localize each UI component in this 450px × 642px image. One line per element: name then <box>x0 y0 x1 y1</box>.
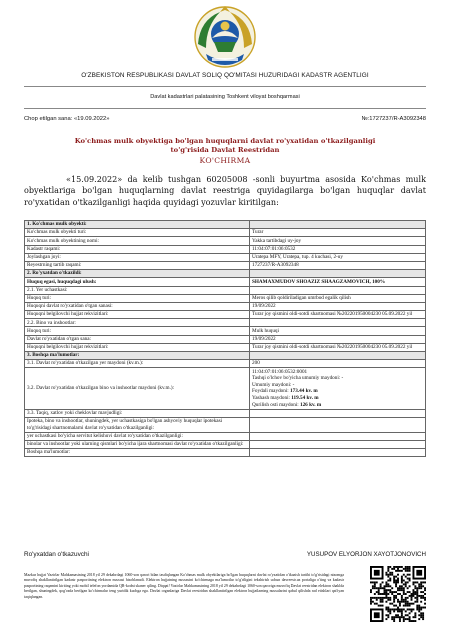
area-line-text: Tashqi o'lchov bo'yicha umumiy maydoni: - <box>252 375 344 382</box>
row-label: Huquqni belgilovchi hujjat rekvizitlari: <box>25 311 250 319</box>
row-label: Huquqni davlat ro'yxatidan o'tgan sanasi: <box>25 302 250 310</box>
area-line-text: 11:04:07:01:06:0532:0001 <box>252 368 308 375</box>
row-label: Ipoteka, bino va inshootlar, shuningdek, yer uchastkasiga bo'lgan ashyoviy huquqlar ipotekasi to'g'risidagi shartnomalarni davlat ro'yxatidan o'tkazilganligi: <box>25 417 250 432</box>
area-line-value: 126 kv. m <box>299 401 322 408</box>
document-subtitle: KO'CHIRMA <box>199 156 251 165</box>
area-line-text: Qurilish osti maydoni: <box>252 401 300 408</box>
row-value: Turar joy qismini oldi-sotdi shartnomasi №202201950004230 05.09.2022 yil <box>250 311 426 319</box>
row-value: 19/09/2022 <box>250 302 426 310</box>
row-value: Turar <box>250 229 426 237</box>
agency-name: O'ZBEKISTON RESPUBLIKASI DAVLAT SOLIQ QO'MITASI HUZURIDAGI KADASTR AGENTLIGI <box>81 72 369 79</box>
row-value <box>250 417 426 432</box>
area-line-text: Umumiy maydoni: - <box>252 381 295 388</box>
section-row <box>25 270 426 278</box>
state-emblem-icon <box>190 4 260 70</box>
row-value: Turar joy qismini oldi-sotdi shartnomasi №202201950004230 05.09.2022 yil <box>250 343 426 351</box>
row-value: 1727237/R-A3092348 <box>250 261 426 269</box>
table-row <box>25 229 426 237</box>
area-line <box>252 388 423 395</box>
row-label: Huquq turi: <box>25 327 250 335</box>
row-value <box>250 368 426 409</box>
area-line-text: Yashash maydoni: <box>252 395 292 402</box>
legal-footnote: Mazkur hujjat Vazirlar Mahkamasining 2018 yil 29 dekabrdagi 1060-son qarori bilan tasdiqlangan Ko'chmas mulk obyektlariga bo'lgan huquqlarni davlat ro'yxatidan o'tkazish tartibi to'g'risidagi nizomga muvofiq shakllantirilgan kadastr pasportining elektron nusxasi hisoblanadi. Elektron hujjatning nusxasini ko'chirmaga ma'lumotlar to'g'riligini tekshirish uchun davreestr.uz portaliga o'ting va kadastr pasportining raqamini kiriting yoki mobil telefon yordamida QR-kodni skaner qiling. Diqqat! Vazirlar Mahkamasining 2018 yil 29 dekabrdagi 1060-son qaroriga muvofiq Davlat reestridan elektron shaklda berilgan, shuningdek, qog'ozda berilgan ko'chirmalar teng yuridik kuchga ega. Davlat organlariga Davlat reestridan shakllantirilgan elektron hujjatlarning nusxalarini qabul qilishda rad etishlari qat'iyan taqiqlangan. <box>24 573 344 599</box>
table-row <box>25 261 426 269</box>
table-row <box>25 253 426 261</box>
row-value: Mulk huquqi <box>250 327 426 335</box>
row-label: 2. Ro'yxatdan o'tkazildi: <box>25 270 250 278</box>
print-date: Chop etilgan sana: «19.09.2022» <box>24 116 110 122</box>
row-value <box>250 319 426 327</box>
document-number: №:1727237/R-A3092348 <box>361 116 426 122</box>
row-label: 3. Boshqa ma'lumotlar: <box>25 352 250 360</box>
table-row <box>25 360 426 368</box>
table-row <box>25 335 426 343</box>
intro-paragraph: «15.09.2022» da kelib tushgan 60205008 -sonli buyurtma asosida Ko'chmas mulk obyektlariga bo'lgan huquqlarning davlat reestriga quyidagilarga bo'lgan huquqlar davlat ro'yxatidan o'tkazilganligi haqida quyidagi yozuvlar kiritilgan: <box>24 174 426 207</box>
department-name: Davlat kadastrlari palatasining Toshkent viloyat boshqarmasi <box>150 94 300 100</box>
table-row <box>25 409 426 417</box>
area-line-text: Foydali maydoni: <box>252 388 291 395</box>
row-label: 2.1. Yer uchastkasi: <box>25 286 250 294</box>
row-label: Huquqni belgilovchi hujjat rekvizitlari: <box>25 343 250 351</box>
row-label: 2.2. Bino va inshootlar: <box>25 319 250 327</box>
table-row <box>25 327 426 335</box>
section-row <box>25 221 426 229</box>
row-label: Kadastr raqami: <box>25 245 250 253</box>
row-value: 19/09/2022 <box>250 335 426 343</box>
row-value: Uratepa MFY, Uratepa, tup. 4 kuchasi, 2-uy <box>250 253 426 261</box>
table-row <box>25 343 426 351</box>
registrar-role: Ro'yxatdan o'tkazuvchi <box>24 551 89 558</box>
row-label: 1. Ko'chmas mulk obyekti: <box>25 221 250 229</box>
row-label: Davlat ro'yxatidan o'tgan sana: <box>25 335 250 343</box>
table-row <box>25 440 426 448</box>
table-row <box>25 448 426 456</box>
row-label: Joylashgan joyi: <box>25 253 250 261</box>
row-value: Meros qilib qoldiriladigan umrbod egalik qilish <box>250 294 426 302</box>
table-row <box>25 302 426 310</box>
row-value <box>250 352 426 360</box>
qr-code <box>370 566 426 622</box>
row-value <box>250 440 426 448</box>
row-value <box>250 286 426 294</box>
table-row <box>25 286 426 294</box>
area-line-value: 173.44 kv. m <box>290 388 318 395</box>
area-line <box>252 375 423 382</box>
row-label: 3.2. Davlat ro'yxatidan o'tkazilgan bino va inshootlar maydoni (kv.m.): <box>25 368 250 409</box>
row-label: 3.3. Taqiq, xatlov yoki cheklovlar mavjudligi: <box>25 409 250 417</box>
area-line-value: 119.54 kv. m <box>291 395 319 402</box>
table-row <box>25 319 426 327</box>
divider <box>24 108 426 109</box>
row-label: 3.1. Davlat ro'yxatidan o'tkazilgan yer maydoni (kv.m.): <box>25 360 250 368</box>
row-label: Ko'chmas mulk obyektining nomi: <box>25 237 250 245</box>
row-label: Reyestrning tartib raqami: <box>25 261 250 269</box>
row-value: SHAMAXMUDOV SHOAZIZ SHAAGZAMOVICH, 100% <box>250 278 426 286</box>
row-label: binolar va inshootlar yoki ularning qismlari bo'yicha ijara shartnomasi davlat ro'yxatidan o'tkazilganligi: <box>25 440 250 448</box>
table-row <box>25 237 426 245</box>
table-row <box>25 368 426 409</box>
row-label: Boshqa ma'lumotlar: <box>25 448 250 456</box>
row-value <box>250 270 426 278</box>
row-label: Huquq egasi, huquqdagi ulush: <box>25 278 250 286</box>
registrar-name: YUSUPOV ELYORJON XAYOTJONOVICH <box>306 551 426 558</box>
section-row <box>25 352 426 360</box>
row-value <box>250 221 426 229</box>
row-label: Huquq turi: <box>25 294 250 302</box>
row-value: Yakka tartibdagi uy-joy <box>250 237 426 245</box>
area-line <box>252 395 423 402</box>
row-label: Ko'chmas mulk obyekti turi: <box>25 229 250 237</box>
area-line <box>252 382 423 389</box>
table-row <box>25 278 426 286</box>
row-value <box>250 448 426 456</box>
document-title: Ko'chmas mulk obyektiga bo'lgan huquqlarni davlat ro'yxatidan o'tkazilganligi to'g'risida Davlat Reestridan <box>74 137 376 154</box>
table-row <box>25 311 426 319</box>
table-row <box>25 245 426 253</box>
row-value <box>250 409 426 417</box>
row-value: 11:04:07:01:06:0532 <box>250 245 426 253</box>
row-value <box>250 432 426 440</box>
row-label: yer uchastkasi bo'yicha servitut kelishuvi davlat ro'yxatidan o'tkazilganligi: <box>25 432 250 440</box>
registry-table <box>24 220 426 457</box>
table-row <box>25 432 426 440</box>
area-line <box>252 402 423 409</box>
divider <box>24 86 426 87</box>
table-row <box>25 417 426 432</box>
area-line <box>252 369 423 376</box>
row-value: 200 <box>250 360 426 368</box>
table-row <box>25 294 426 302</box>
